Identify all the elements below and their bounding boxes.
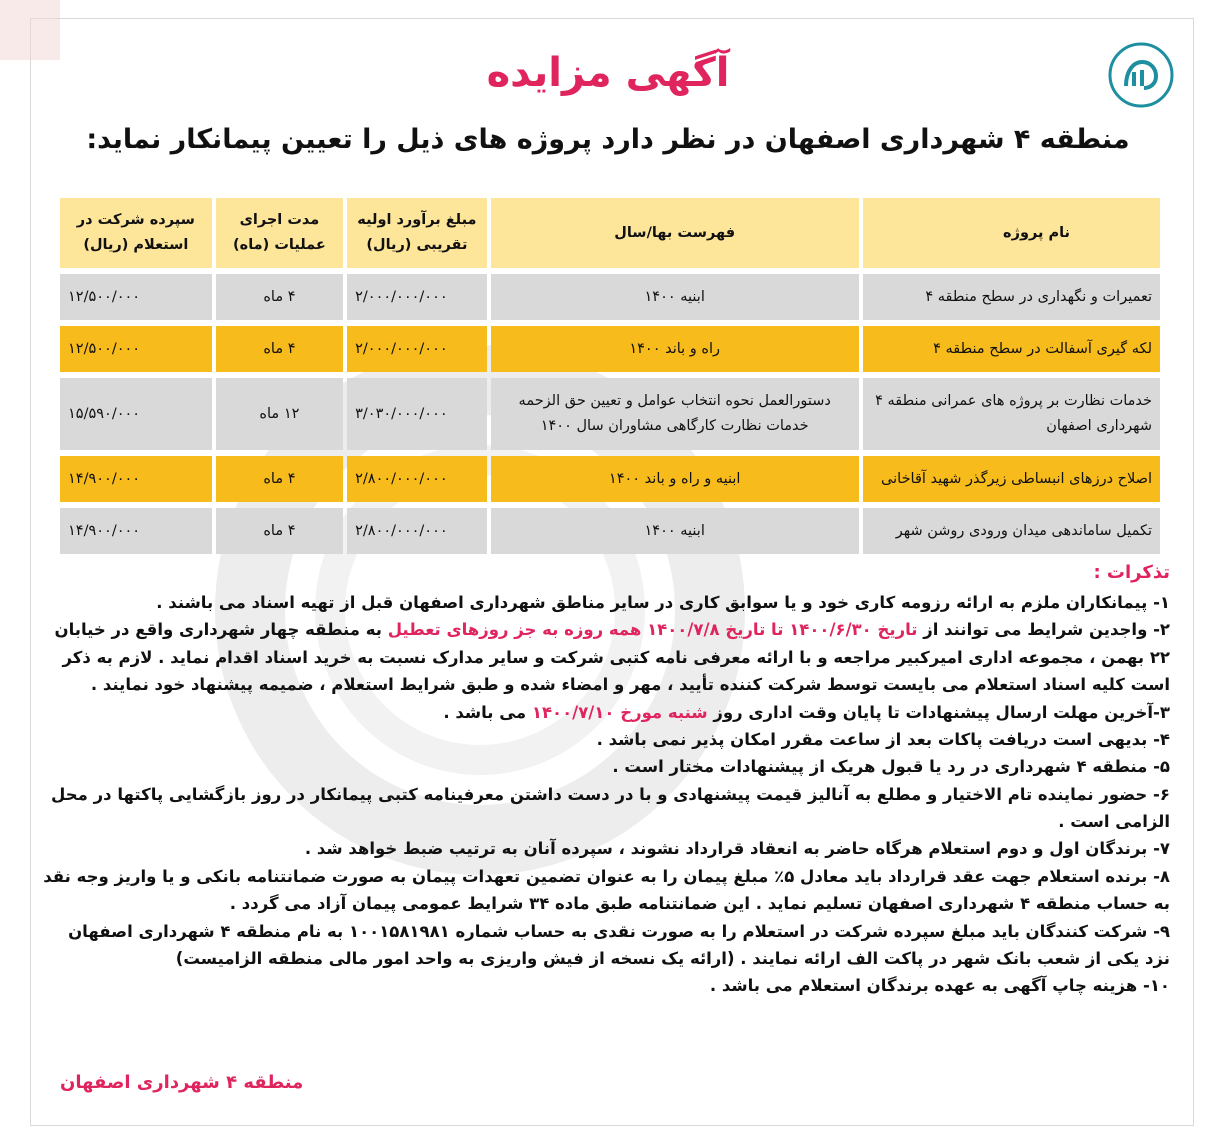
notes-section — [40, 562, 1170, 1000]
note-6: ۶- حضور نماینده تام الاختیار و مطلع به آنالیز قیمت پیشنهادی و با در دست داشتن معرفینامه کتبی پیمانکار در روز بازگشایی پاکتها در محل الزامی است . — [51, 784, 1170, 831]
notes-title: تذکرات : — [1093, 562, 1170, 583]
note-3-deadline: شنبه مورخ ۱۴۰۰/۷/۱۰ — [531, 702, 708, 722]
cell-name: خدمات نظارت بر پروژه های عمرانی منطقه ۴ شهرداری اصفهان — [863, 378, 1160, 450]
cell-price-list: ابنیه ۱۴۰۰ — [491, 274, 859, 320]
note-3-start: ۳-آخرین مهلت ارسال پیشنهادات تا پایان وقت اداری روز — [713, 702, 1170, 722]
cell-deposit: ۱۴/۹۰۰/۰۰۰ — [60, 508, 212, 554]
note-3 — [40, 699, 1170, 726]
cell-name: تعمیرات و نگهداری در سطح منطقه ۴ — [863, 274, 1160, 320]
cell-amount: ۳/۰۳۰/۰۰۰/۰۰۰ — [347, 378, 487, 450]
cell-price-list: راه و باند ۱۴۰۰ — [491, 326, 859, 372]
note-4: ۴- بدیهی است دریافت پاکات بعد از ساعت مقرر امکان پذیر نمی باشد . — [596, 729, 1170, 749]
cell-duration: ۱۲ ماه — [216, 378, 343, 450]
cell-amount: ۲/۸۰۰/۰۰۰/۰۰۰ — [347, 456, 487, 502]
cell-duration: ۴ ماه — [216, 456, 343, 502]
cell-amount: ۲/۰۰۰/۰۰۰/۰۰۰ — [347, 274, 487, 320]
note-7: ۷- برندگان اول و دوم استعلام هرگاه حاضر به انعقاد قرارداد نشوند ، سپرده آنان به ترتیب ضبط خواهد شد . — [304, 839, 1170, 859]
note-2-end: به منطقه چهار شهرداری واقع در خیابان ۲۲ بهمن ، مجموعه اداری امیرکبیر مراجعه و با ارائه معرفی نامه کتبی شرکت و سایر مدارک نسبت به خرید اسناد اقدام نماید . لازم به ذکر است کلیه اسناد استعلام می بایست توسط شرکت کننده تأیید ، مهر و امضاء شده و طبق شرایط استعلام ، ضمیمه پیشنهاد خود نمایند . — [54, 620, 1170, 695]
cell-amount: ۲/۸۰۰/۰۰۰/۰۰۰ — [347, 508, 487, 554]
cell-price-list: ابنیه و راه و باند ۱۴۰۰ — [491, 456, 859, 502]
cell-duration: ۴ ماه — [216, 326, 343, 372]
cell-name: تکمیل ساماندهی میدان ورودی روشن شهر — [863, 508, 1160, 554]
cell-duration: ۴ ماه — [216, 274, 343, 320]
note-2 — [40, 616, 1170, 698]
page-subtitle: منطقه ۴ شهرداری اصفهان در نظر دارد پروژه های ذیل را تعیین پیمانکار نماید: — [86, 124, 1130, 155]
cell-name: لکه گیری آسفالت در سطح منطقه ۴ — [863, 326, 1160, 372]
cell-price-list: ابنیه ۱۴۰۰ — [491, 508, 859, 554]
note-2-date-range: تاریخ ۱۴۰۰/۶/۳۰ تا تاریخ ۱۴۰۰/۷/۸ همه روزه به جز روزهای تعطیل — [387, 620, 918, 640]
cell-deposit: ۱۴/۹۰۰/۰۰۰ — [60, 456, 212, 502]
table-row — [60, 456, 1160, 502]
note-1: ۱- پیمانکاران ملزم به ارائه رزومه کاری خود و یا سوابق کاری در سایر مناطق شهرداری اصفهان قبل از تهیه اسناد می باشند . — [156, 593, 1170, 612]
header-amount: مبلغ برآورد اولیه تقریبی (ریال) — [347, 198, 487, 268]
signature: منطقه ۴ شهرداری اصفهان — [60, 1072, 304, 1093]
cell-deposit: ۱۲/۵۰۰/۰۰۰ — [60, 274, 212, 320]
header-deposit: سپرده شرکت در استعلام (ریال) — [60, 198, 212, 268]
cell-amount: ۲/۰۰۰/۰۰۰/۰۰۰ — [347, 326, 487, 372]
table-row — [60, 274, 1160, 320]
cell-duration: ۴ ماه — [216, 508, 343, 554]
table-row — [60, 508, 1160, 554]
page-title: آگهی مزایده — [486, 50, 730, 96]
note-3-end: می باشد . — [443, 702, 527, 722]
note-9: ۹- شرکت کنندگان باید مبلغ سپرده شرکت در استعلام را به صورت نقدی به حساب شماره ۱۰۰۱۵۸۱۹۸۱ به نام منطقه ۴ شهرداری اصفهان نزد یکی از شعب بانک شهر در پاکت الف ارائه نمایند . (ارائه یک نسخه از فیش واریزی به واحد امور مالی منطقه الزامیست) — [68, 921, 1170, 968]
note-8: ۸- برنده استعلام جهت عقد قرارداد باید معادل ۵٪ مبلغ پیمان را به عنوان تضمین تعهدات پیمان به صورت ضمانتنامه بانکی و یا واریز وجه نقد به حساب منطقه ۴ شهرداری اصفهان تسلیم نماید . این ضمانتنامه طبق ماده ۳۴ شرایط عمومی پیمان آزاد می گردد . — [43, 866, 1170, 914]
note-5: ۵- منطقه ۴ شهرداری در رد یا قبول هریک از پیشنهادات مختار است . — [612, 757, 1170, 777]
table-row — [60, 378, 1160, 450]
note-10: ۱۰- هزینه چاپ آگهی به عهده برندگان استعلام می باشد . — [709, 976, 1170, 996]
header-name: نام پروژه — [863, 198, 1160, 268]
cell-price-list: دستورالعمل نحوه انتخاب عوامل و تعیین حق الزحمه خدمات نظارت کارگاهی مشاوران سال ۱۴۰۰ — [491, 378, 859, 450]
cell-name: اصلاح درزهای انبساطی زیرگذر شهید آقاخانی — [863, 456, 1160, 502]
header-duration: مدت اجرای عملیات (ماه) — [216, 198, 343, 268]
table-row — [60, 326, 1160, 372]
projects-table — [56, 192, 1164, 560]
table-header-row — [60, 198, 1160, 268]
cell-deposit: ۱۵/۵۹۰/۰۰۰ — [60, 378, 212, 450]
cell-deposit: ۱۲/۵۰۰/۰۰۰ — [60, 326, 212, 372]
note-2-start: ۲- واجدین شرایط می توانند از — [923, 620, 1170, 640]
header-price-list: فهرست بها/سال — [491, 198, 859, 268]
